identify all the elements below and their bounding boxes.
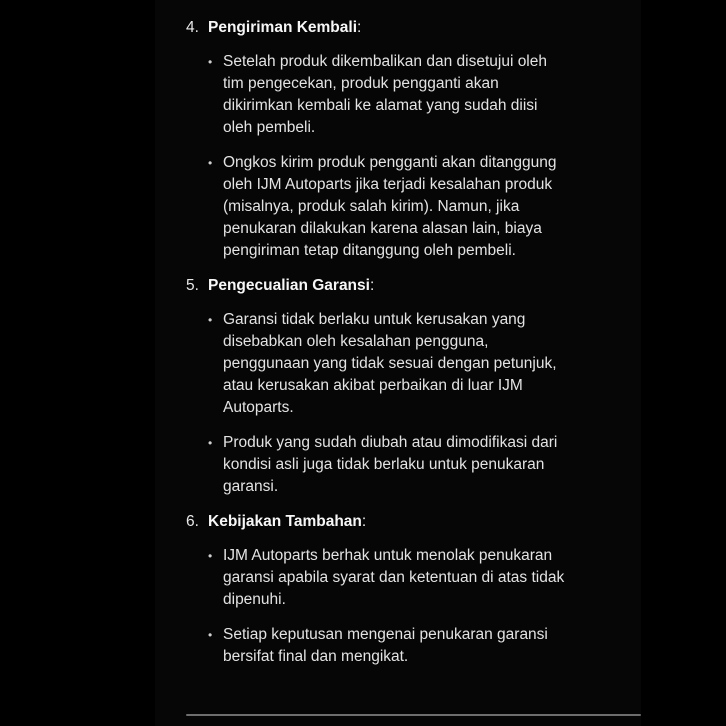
bullet-item (186, 309, 571, 419)
bullet-item (186, 152, 571, 262)
section-heading (186, 17, 571, 39)
bullet-dot: • (208, 156, 213, 170)
section-number: 4. (186, 19, 199, 36)
policy-section (186, 275, 571, 498)
bullet-item (186, 545, 571, 611)
bullet-text: Ongkos kirim produk pengganti akan ditanggung oleh IJM Autoparts jika terjadi kesalahan produk (misalnya, produk salah kirim). Namun, jika penukaran dilakukan karena alasan lain, biaya pengiriman tetap ditanggung oleh pembeli. (223, 154, 557, 259)
bullet-dot: • (208, 628, 213, 642)
section-title-suffix: : (361, 513, 367, 530)
bullet-dot: • (208, 55, 213, 69)
bullet-dot: • (208, 549, 213, 563)
section-heading (186, 275, 571, 297)
section-title: Kebijakan Tambahan (208, 513, 362, 530)
bullet-text: Setelah produk dikembalikan dan disetujui oleh tim pengecekan, produk pengganti akan dikirimkan kembali ke alamat yang sudah diisi oleh pembeli. (223, 53, 547, 136)
section-title: Pengecualian Garansi (208, 277, 370, 294)
bullet-item (186, 432, 571, 498)
section-title: Pengiriman Kembali (208, 19, 358, 36)
document-content (155, 0, 641, 726)
bullet-item (186, 624, 571, 668)
bullet-text: Setiap keputusan mengenai penukaran garansi bersifat final dan mengikat. (223, 626, 548, 665)
section-heading (186, 511, 571, 533)
bullet-text: Garansi tidak berlaku untuk kerusakan yang disebabkan oleh kesalahan pengguna, penggunaan yang tidak sesuai dengan petunjuk, atau kerusakan akibat perbaikan di luar IJM Autoparts. (223, 311, 557, 416)
policy-section-list (186, 17, 571, 668)
bullet-item (186, 51, 571, 139)
bullet-text: IJM Autoparts berhak untuk menolak penukaran garansi apabila syarat dan ketentuan di atas tidak dipenuhi. (223, 547, 565, 608)
section-number: 5. (186, 277, 199, 294)
bullet-text: Produk yang sudah diubah atau dimodifikasi dari kondisi asli juga tidak berlaku untuk penukaran garansi. (223, 434, 558, 495)
policy-section (186, 511, 571, 668)
section-title-suffix: : (369, 277, 375, 294)
section-title-suffix: : (357, 19, 362, 36)
section-number: 6. (186, 513, 199, 530)
bullet-dot: • (208, 436, 213, 450)
bullet-dot: • (208, 313, 213, 327)
policy-section (186, 17, 571, 262)
bottom-divider (186, 714, 641, 716)
